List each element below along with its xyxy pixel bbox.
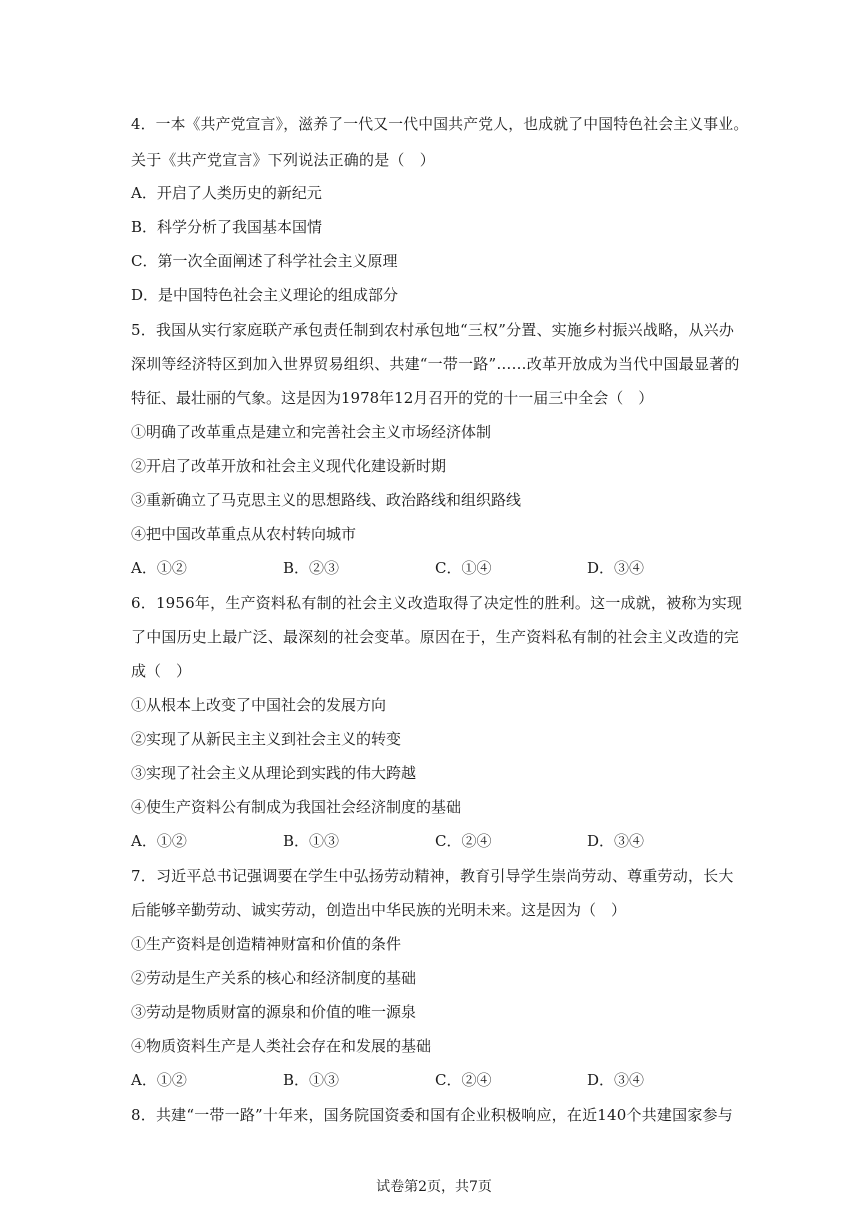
q7-choice-c: C．②④ bbox=[435, 1071, 492, 1089]
q7-statement-1: ①生产资料是创造精神财富和价值的条件 bbox=[131, 935, 402, 953]
q6-choice-b: B．①③ bbox=[283, 832, 340, 850]
q5-choice-d: D．③④ bbox=[587, 559, 645, 577]
q4-option-b: B．科学分析了我国基本国情 bbox=[131, 218, 323, 236]
q5-statement-4: ④把中国改革重点从农村转向城市 bbox=[131, 525, 357, 543]
q7-stem-line-2: 后能够辛勤劳动、诚实劳动，创造出中华民族的光明未来。这是因为（ ） bbox=[131, 901, 627, 919]
q5-statement-1: ①明确了改革重点是建立和完善社会主义市场经济体制 bbox=[131, 423, 492, 441]
q5-choice-a: A．①② bbox=[131, 559, 187, 577]
q5-choice-c: C．①④ bbox=[435, 559, 492, 577]
q6-stem-line-2: 了中国历史上最广泛、最深刻的社会变革。原因在于，生产资料私有制的社会主义改造的完 bbox=[131, 628, 740, 646]
q5-statement-2: ②开启了改革开放和社会主义现代化建设新时期 bbox=[131, 457, 447, 475]
q6-stem-line-1: 6．1956年，生产资料私有制的社会主义改造取得了决定性的胜利。这一成就，被称为实现 bbox=[131, 594, 743, 612]
q8-stem-line-1: 8．共建“一带一路”十年来，国务院国资委和国有企业积极响应，在近140个共建国家参与 bbox=[131, 1106, 733, 1124]
q7-choice-b: B．①③ bbox=[283, 1071, 340, 1089]
page-footer: 试卷第2页，共7页 bbox=[376, 1179, 492, 1195]
q4-stem-line-1: 4．一本《共产党宣言》，滋养了一代又一代中国共产党人，也成就了中国特色社会主义事业。 bbox=[131, 115, 749, 133]
q5-stem-line-2: 深圳等经济特区到加入世界贸易组织、共建“一带一路”……改革开放成为当代中国最显著的 bbox=[131, 355, 740, 373]
q7-statement-4: ④物质资料生产是人类社会存在和发展的基础 bbox=[131, 1037, 432, 1055]
q5-statement-3: ③重新确立了马克思主义的思想路线、政治路线和组织路线 bbox=[131, 491, 522, 509]
q6-choice-c: C．②④ bbox=[435, 832, 492, 850]
q6-statement-1: ①从根本上改变了中国社会的发展方向 bbox=[131, 696, 387, 714]
q7-stem-line-1: 7．习近平总书记强调要在学生中弘扬劳动精神，教育引导学生崇尚劳动、尊重劳动，长大 bbox=[131, 867, 734, 885]
q7-choice-d: D．③④ bbox=[587, 1071, 645, 1089]
q5-stem-line-1: 5．我国从实行家庭联产承包责任制到农村承包地“三权”分置、实施乡村振兴战略，从兴办 bbox=[131, 321, 735, 339]
q4-option-d: D．是中国特色社会主义理论的组成部分 bbox=[131, 286, 399, 304]
q7-statement-3: ③劳动是物质财富的源泉和价值的唯一源泉 bbox=[131, 1003, 417, 1021]
q6-stem-line-3: 成（ ） bbox=[131, 662, 192, 680]
q6-statement-2: ②实现了从新民主主义到社会主义的转变 bbox=[131, 730, 402, 748]
q7-statement-2: ②劳动是生产关系的核心和经济制度的基础 bbox=[131, 969, 417, 987]
q5-stem-line-3: 特征、最壮丽的气象。这是因为1978年12月召开的党的十一届三中全会（ ） bbox=[131, 389, 654, 407]
q6-choice-d: D．③④ bbox=[587, 832, 645, 850]
q5-choice-b: B．②③ bbox=[283, 559, 340, 577]
q6-statement-3: ③实现了社会主义从理论到实践的伟大跨越 bbox=[131, 764, 417, 782]
q4-stem-line-2: 关于《共产党宣言》下列说法正确的是（ ） bbox=[131, 151, 436, 169]
q6-statement-4: ④使生产资料公有制成为我国社会经济制度的基础 bbox=[131, 798, 462, 816]
q4-option-a: A．开启了人类历史的新纪元 bbox=[131, 184, 322, 202]
q7-choice-a: A．①② bbox=[131, 1071, 187, 1089]
q6-choice-a: A．①② bbox=[131, 832, 187, 850]
q4-option-c: C．第一次全面阐述了科学社会主义原理 bbox=[131, 252, 398, 270]
